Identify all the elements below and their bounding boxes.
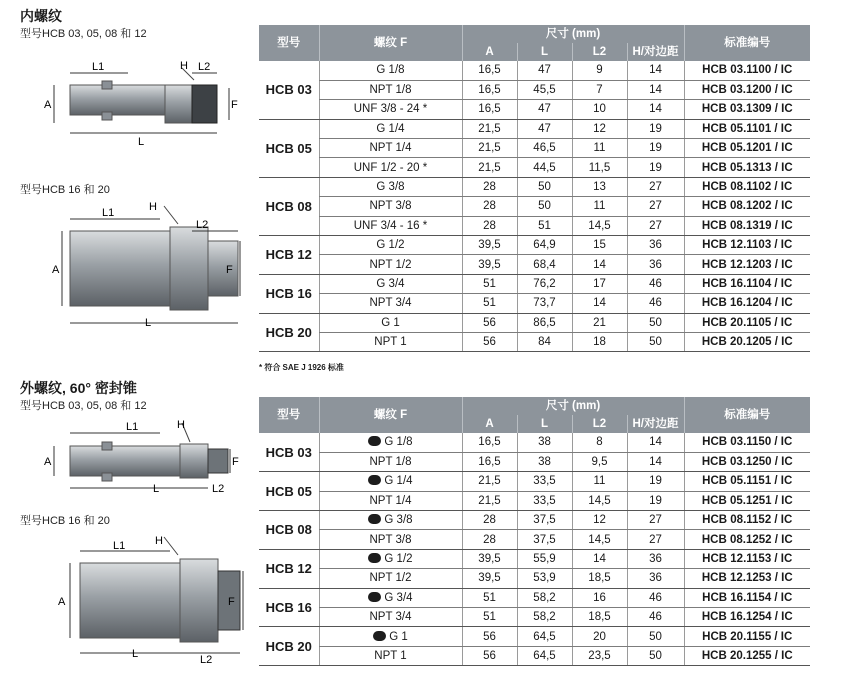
dim-h-cell: 27 <box>627 216 684 235</box>
dim-h-cell: 27 <box>627 197 684 216</box>
header-model: 型号 <box>259 25 319 61</box>
header-thread: 螺纹 F <box>319 25 462 61</box>
thread-label: NPT 3/4 <box>369 297 412 310</box>
thread-cell <box>319 139 462 158</box>
header-thread: 螺纹 F <box>319 397 462 433</box>
section2-title: 外螺纹, 60° 密封锥 <box>20 380 137 396</box>
dim-l-cell: 38 <box>517 452 572 471</box>
dim-a-cell: 28 <box>462 216 517 235</box>
table-row <box>259 549 810 568</box>
dim-a-cell: 21,5 <box>462 119 517 138</box>
dim-h-cell: 27 <box>627 530 684 549</box>
table-row <box>259 197 810 216</box>
dim-a-cell: 39,5 <box>462 569 517 588</box>
seal-cone-icon <box>368 514 381 524</box>
model-cell: HCB 03 <box>259 433 319 472</box>
part-number-cell: HCB 08.1252 / IC <box>684 530 810 549</box>
header-model: 型号 <box>259 397 319 433</box>
table-row <box>259 313 810 332</box>
dim-l-cell: 33,5 <box>517 472 572 491</box>
dim-a-cell: 39,5 <box>462 549 517 568</box>
dim-h-cell: 14 <box>627 433 684 452</box>
diagram-label-f: F <box>228 596 235 608</box>
thread-cell <box>319 80 462 99</box>
diagram-label-f: F <box>232 456 239 468</box>
dim-l2-cell: 8 <box>572 433 627 452</box>
diagram-label-a: A <box>44 456 52 468</box>
thread-cell <box>319 530 462 549</box>
dim-a-cell: 56 <box>462 313 517 332</box>
thread-cell <box>319 100 462 119</box>
thread-label: G 1/4 <box>384 475 413 488</box>
dim-h-cell: 19 <box>627 119 684 138</box>
dim-h-cell: 36 <box>627 569 684 588</box>
table-row <box>259 491 810 510</box>
dim-l2-cell: 15 <box>572 236 627 255</box>
thread-label: NPT 1/2 <box>369 258 412 271</box>
table-row <box>259 274 810 293</box>
part-number-cell: HCB 08.1202 / IC <box>684 197 810 216</box>
header-a: A <box>462 415 517 433</box>
dim-l-cell: 55,9 <box>517 549 572 568</box>
dim-a-cell: 39,5 <box>462 236 517 255</box>
thread-cell <box>319 177 462 196</box>
thread-label: NPT 1 <box>374 336 407 349</box>
dim-a-cell: 16,5 <box>462 452 517 471</box>
model-cell: HCB 20 <box>259 627 319 666</box>
part-number-cell: HCB 05.1101 / IC <box>684 119 810 138</box>
dim-a-cell: 28 <box>462 177 517 196</box>
part-number-cell: HCB 03.1200 / IC <box>684 80 810 99</box>
dim-l-cell: 58,2 <box>517 588 572 607</box>
dim-l2-cell: 14 <box>572 294 627 313</box>
dim-h-cell: 27 <box>627 511 684 530</box>
thread-label: G 1/8 <box>384 436 413 449</box>
thread-cell <box>319 61 462 80</box>
model-cell: HCB 12 <box>259 236 319 275</box>
header-code: 标准编号 <box>684 397 810 433</box>
thread-label: G 1 <box>389 630 408 643</box>
dim-l-cell: 33,5 <box>517 491 572 510</box>
diagram-label-a: A <box>44 99 52 111</box>
dim-l2-cell: 12 <box>572 119 627 138</box>
dim-a-cell: 28 <box>462 511 517 530</box>
table-row <box>259 646 810 665</box>
part-number-cell: HCB 16.1154 / IC <box>684 588 810 607</box>
dim-l-cell: 50 <box>517 197 572 216</box>
seal-cone-icon <box>373 631 386 641</box>
dim-l2-cell: 14,5 <box>572 530 627 549</box>
dim-h-cell: 27 <box>627 177 684 196</box>
table-row <box>259 588 810 607</box>
diagram-label-a: A <box>58 596 66 608</box>
table-row <box>259 452 810 471</box>
dim-l2-cell: 10 <box>572 100 627 119</box>
part-number-cell: HCB 20.1155 / IC <box>684 627 810 646</box>
part-number-cell: HCB 16.1204 / IC <box>684 294 810 313</box>
table-row <box>259 216 810 235</box>
dim-l-cell: 53,9 <box>517 569 572 588</box>
diagram-label-l: L <box>145 317 152 329</box>
part-number-cell: HCB 08.1102 / IC <box>684 177 810 196</box>
table-row <box>259 119 810 138</box>
thread-cell <box>319 491 462 510</box>
thread-cell <box>319 433 462 452</box>
dim-h-cell: 14 <box>627 452 684 471</box>
dim-h-cell: 36 <box>627 236 684 255</box>
female-thread-small-diagram <box>40 58 240 148</box>
dim-l2-cell: 23,5 <box>572 646 627 665</box>
thread-label: NPT 3/8 <box>369 533 412 546</box>
thread-cell <box>319 608 462 627</box>
diagram-label-l: L <box>132 648 139 660</box>
part-number-cell: HCB 16.1104 / IC <box>684 274 810 293</box>
dim-a-cell: 16,5 <box>462 61 517 80</box>
header-a: A <box>462 43 517 61</box>
diagram-label-h: H <box>155 535 163 547</box>
dim-l-cell: 50 <box>517 177 572 196</box>
dim-a-cell: 56 <box>462 627 517 646</box>
dim-a-cell: 28 <box>462 530 517 549</box>
diagram-label-l2: L2 <box>196 219 209 231</box>
thread-label: UNF 1/2 - 20 * <box>353 161 428 174</box>
dim-h-cell: 46 <box>627 274 684 293</box>
thread-cell <box>319 294 462 313</box>
table-row <box>259 433 810 452</box>
dim-l2-cell: 11,5 <box>572 158 627 177</box>
dim-l2-cell: 9,5 <box>572 452 627 471</box>
thread-cell <box>319 549 462 568</box>
thread-label: G 3/4 <box>384 591 413 604</box>
thread-label: G 1/2 <box>376 239 405 252</box>
model-cell: HCB 16 <box>259 588 319 627</box>
dim-l-cell: 51 <box>517 216 572 235</box>
model-cell: HCB 20 <box>259 313 319 352</box>
dim-h-cell: 46 <box>627 294 684 313</box>
dim-a-cell: 51 <box>462 274 517 293</box>
female-thread-spec-table <box>259 25 810 352</box>
dim-a-cell: 51 <box>462 588 517 607</box>
dim-l2-cell: 11 <box>572 197 627 216</box>
thread-label: NPT 1/4 <box>369 142 412 155</box>
dim-a-cell: 16,5 <box>462 80 517 99</box>
thread-label: G 1/4 <box>376 122 405 135</box>
section2-subtitle-a: 型号HCB 03, 05, 08 和 12 <box>20 400 147 412</box>
dim-a-cell: 28 <box>462 197 517 216</box>
header-size: 尺寸 (mm) <box>462 397 684 415</box>
dim-l-cell: 84 <box>517 332 572 351</box>
dim-l-cell: 44,5 <box>517 158 572 177</box>
table-row <box>259 332 810 351</box>
dim-l-cell: 46,5 <box>517 139 572 158</box>
part-number-cell: HCB 08.1319 / IC <box>684 216 810 235</box>
dim-h-cell: 14 <box>627 80 684 99</box>
header-l2: L2 <box>572 415 627 433</box>
dim-l-cell: 76,2 <box>517 274 572 293</box>
diagram-label-f: F <box>231 99 238 111</box>
thread-cell <box>319 472 462 491</box>
dim-h-cell: 14 <box>627 61 684 80</box>
dim-h-cell: 36 <box>627 255 684 274</box>
header-h: H/对边距 <box>627 43 684 61</box>
dim-l-cell: 47 <box>517 61 572 80</box>
dim-l2-cell: 11 <box>572 472 627 491</box>
dim-l-cell: 64,5 <box>517 646 572 665</box>
diagram-label-l2: L2 <box>200 654 213 666</box>
thread-cell <box>319 511 462 530</box>
female-thread-large-diagram <box>40 196 245 331</box>
seal-cone-icon <box>368 553 381 563</box>
table-row <box>259 177 810 196</box>
dim-a-cell: 51 <box>462 294 517 313</box>
part-number-cell: HCB 05.1251 / IC <box>684 491 810 510</box>
table-row <box>259 139 810 158</box>
dim-a-cell: 21,5 <box>462 158 517 177</box>
thread-cell <box>319 236 462 255</box>
table-row <box>259 61 810 80</box>
diagram-label-h: H <box>149 201 157 213</box>
part-number-cell: HCB 12.1253 / IC <box>684 569 810 588</box>
thread-cell <box>319 332 462 351</box>
dim-h-cell: 19 <box>627 472 684 491</box>
dim-h-cell: 14 <box>627 100 684 119</box>
dim-a-cell: 51 <box>462 608 517 627</box>
table-row <box>259 472 810 491</box>
part-number-cell: HCB 08.1152 / IC <box>684 511 810 530</box>
table-row <box>259 511 810 530</box>
thread-label: G 3/4 <box>376 277 405 290</box>
part-number-cell: HCB 20.1105 / IC <box>684 313 810 332</box>
dim-l-cell: 45,5 <box>517 80 572 99</box>
diagram-label-l1: L1 <box>113 540 126 552</box>
header-code: 标准编号 <box>684 25 810 61</box>
thread-cell <box>319 452 462 471</box>
dim-l-cell: 64,9 <box>517 236 572 255</box>
dim-l-cell: 58,2 <box>517 608 572 627</box>
thread-label: G 1/2 <box>384 553 413 566</box>
dim-l2-cell: 17 <box>572 274 627 293</box>
dim-l-cell: 47 <box>517 100 572 119</box>
dim-l-cell: 38 <box>517 433 572 452</box>
part-number-cell: HCB 12.1103 / IC <box>684 236 810 255</box>
thread-cell <box>319 569 462 588</box>
dim-l2-cell: 18,5 <box>572 608 627 627</box>
dim-h-cell: 19 <box>627 158 684 177</box>
dim-a-cell: 21,5 <box>462 491 517 510</box>
dim-a-cell: 21,5 <box>462 139 517 158</box>
thread-label: G 1/8 <box>376 64 405 77</box>
thread-cell <box>319 119 462 138</box>
header-l: L <box>517 415 572 433</box>
dim-l2-cell: 13 <box>572 177 627 196</box>
dim-l2-cell: 12 <box>572 511 627 530</box>
dim-l2-cell: 14 <box>572 255 627 274</box>
dim-h-cell: 46 <box>627 608 684 627</box>
section2-subtitle-b: 型号HCB 16 和 20 <box>20 515 110 527</box>
model-cell: HCB 08 <box>259 177 319 235</box>
thread-label: NPT 1 <box>374 649 407 662</box>
part-number-cell: HCB 03.1100 / IC <box>684 61 810 80</box>
thread-label: UNF 3/8 - 24 * <box>353 103 428 116</box>
male-thread-spec-table <box>259 397 810 666</box>
thread-cell <box>319 588 462 607</box>
dim-h-cell: 36 <box>627 549 684 568</box>
thread-label: NPT 1/2 <box>369 572 412 585</box>
dim-h-cell: 50 <box>627 627 684 646</box>
part-number-cell: HCB 03.1250 / IC <box>684 452 810 471</box>
table-row <box>259 158 810 177</box>
dim-l-cell: 68,4 <box>517 255 572 274</box>
thread-label: NPT 1/4 <box>369 494 412 507</box>
model-cell: HCB 05 <box>259 472 319 511</box>
part-number-cell: HCB 05.1201 / IC <box>684 139 810 158</box>
dim-h-cell: 19 <box>627 491 684 510</box>
model-cell: HCB 16 <box>259 274 319 313</box>
part-number-cell: HCB 20.1205 / IC <box>684 332 810 351</box>
dim-l2-cell: 20 <box>572 627 627 646</box>
section1-title: 内螺纹 <box>20 8 62 24</box>
thread-label: G 3/8 <box>384 514 413 527</box>
dim-l2-cell: 14,5 <box>572 491 627 510</box>
part-number-cell: HCB 03.1150 / IC <box>684 433 810 452</box>
table-row <box>259 80 810 99</box>
header-l: L <box>517 43 572 61</box>
thread-cell <box>319 274 462 293</box>
diagram-label-l2: L2 <box>198 61 211 73</box>
model-cell: HCB 05 <box>259 119 319 177</box>
model-cell: HCB 12 <box>259 549 319 588</box>
thread-label: G 1 <box>381 316 400 329</box>
header-size: 尺寸 (mm) <box>462 25 684 43</box>
table-row <box>259 100 810 119</box>
dim-a-cell: 56 <box>462 332 517 351</box>
diagram-label-a: A <box>52 264 60 276</box>
dim-l2-cell: 9 <box>572 61 627 80</box>
footnote: * 符合 SAE J 1926 标准 <box>259 363 344 372</box>
part-number-cell: HCB 12.1153 / IC <box>684 549 810 568</box>
table-row <box>259 294 810 313</box>
dim-l2-cell: 11 <box>572 139 627 158</box>
table-row <box>259 255 810 274</box>
dim-h-cell: 19 <box>627 139 684 158</box>
part-number-cell: HCB 12.1203 / IC <box>684 255 810 274</box>
diagram-label-h: H <box>180 60 188 72</box>
section1-subtitle-a: 型号HCB 03, 05, 08 和 12 <box>20 28 147 40</box>
part-number-cell: HCB 16.1254 / IC <box>684 608 810 627</box>
thread-label: NPT 1/8 <box>369 84 412 97</box>
table-row <box>259 627 810 646</box>
dim-l-cell: 37,5 <box>517 530 572 549</box>
thread-label: NPT 3/8 <box>369 200 412 213</box>
dim-l2-cell: 21 <box>572 313 627 332</box>
table-row <box>259 530 810 549</box>
model-cell: HCB 03 <box>259 61 319 119</box>
seal-cone-icon <box>368 475 381 485</box>
dim-l2-cell: 18 <box>572 332 627 351</box>
seal-cone-icon <box>368 436 381 446</box>
table-row <box>259 569 810 588</box>
part-number-cell: HCB 03.1309 / IC <box>684 100 810 119</box>
dim-l-cell: 37,5 <box>517 511 572 530</box>
dim-a-cell: 39,5 <box>462 255 517 274</box>
thread-cell <box>319 255 462 274</box>
dim-l-cell: 64,5 <box>517 627 572 646</box>
dim-l-cell: 73,7 <box>517 294 572 313</box>
male-thread-large-diagram <box>40 533 245 666</box>
thread-cell <box>319 197 462 216</box>
dim-a-cell: 21,5 <box>462 472 517 491</box>
header-h: H/对边距 <box>627 415 684 433</box>
dim-a-cell: 56 <box>462 646 517 665</box>
dim-a-cell: 16,5 <box>462 100 517 119</box>
thread-cell <box>319 627 462 646</box>
dim-l2-cell: 14,5 <box>572 216 627 235</box>
diagram-label-l: L <box>153 483 160 495</box>
diagram-label-l: L <box>138 136 145 148</box>
diagram-label-l1: L1 <box>126 421 139 433</box>
dim-l-cell: 86,5 <box>517 313 572 332</box>
diagram-label-l1: L1 <box>102 207 115 219</box>
part-number-cell: HCB 20.1255 / IC <box>684 646 810 665</box>
diagram-label-l2: L2 <box>212 483 225 495</box>
thread-cell <box>319 216 462 235</box>
thread-label: NPT 3/4 <box>369 611 412 624</box>
dim-h-cell: 50 <box>627 332 684 351</box>
section1-subtitle-b: 型号HCB 16 和 20 <box>20 184 110 196</box>
dim-l-cell: 47 <box>517 119 572 138</box>
thread-label: UNF 3/4 - 16 * <box>353 219 428 232</box>
dim-h-cell: 50 <box>627 646 684 665</box>
part-number-cell: HCB 05.1313 / IC <box>684 158 810 177</box>
dim-a-cell: 16,5 <box>462 433 517 452</box>
part-number-cell: HCB 05.1151 / IC <box>684 472 810 491</box>
thread-label: NPT 1/8 <box>369 456 412 469</box>
thread-label: G 3/8 <box>376 181 405 194</box>
dim-h-cell: 50 <box>627 313 684 332</box>
table-row <box>259 608 810 627</box>
thread-cell <box>319 646 462 665</box>
thread-cell <box>319 313 462 332</box>
seal-cone-icon <box>368 592 381 602</box>
dim-l2-cell: 14 <box>572 549 627 568</box>
dim-l2-cell: 16 <box>572 588 627 607</box>
diagram-label-l1: L1 <box>92 61 105 73</box>
header-l2: L2 <box>572 43 627 61</box>
dim-h-cell: 46 <box>627 588 684 607</box>
diagram-label-f: F <box>226 264 233 276</box>
thread-cell <box>319 158 462 177</box>
model-cell: HCB 08 <box>259 511 319 550</box>
table-row <box>259 236 810 255</box>
diagram-label-h: H <box>177 419 185 431</box>
male-thread-small-diagram <box>40 418 240 496</box>
dim-l2-cell: 18,5 <box>572 569 627 588</box>
dim-l2-cell: 7 <box>572 80 627 99</box>
